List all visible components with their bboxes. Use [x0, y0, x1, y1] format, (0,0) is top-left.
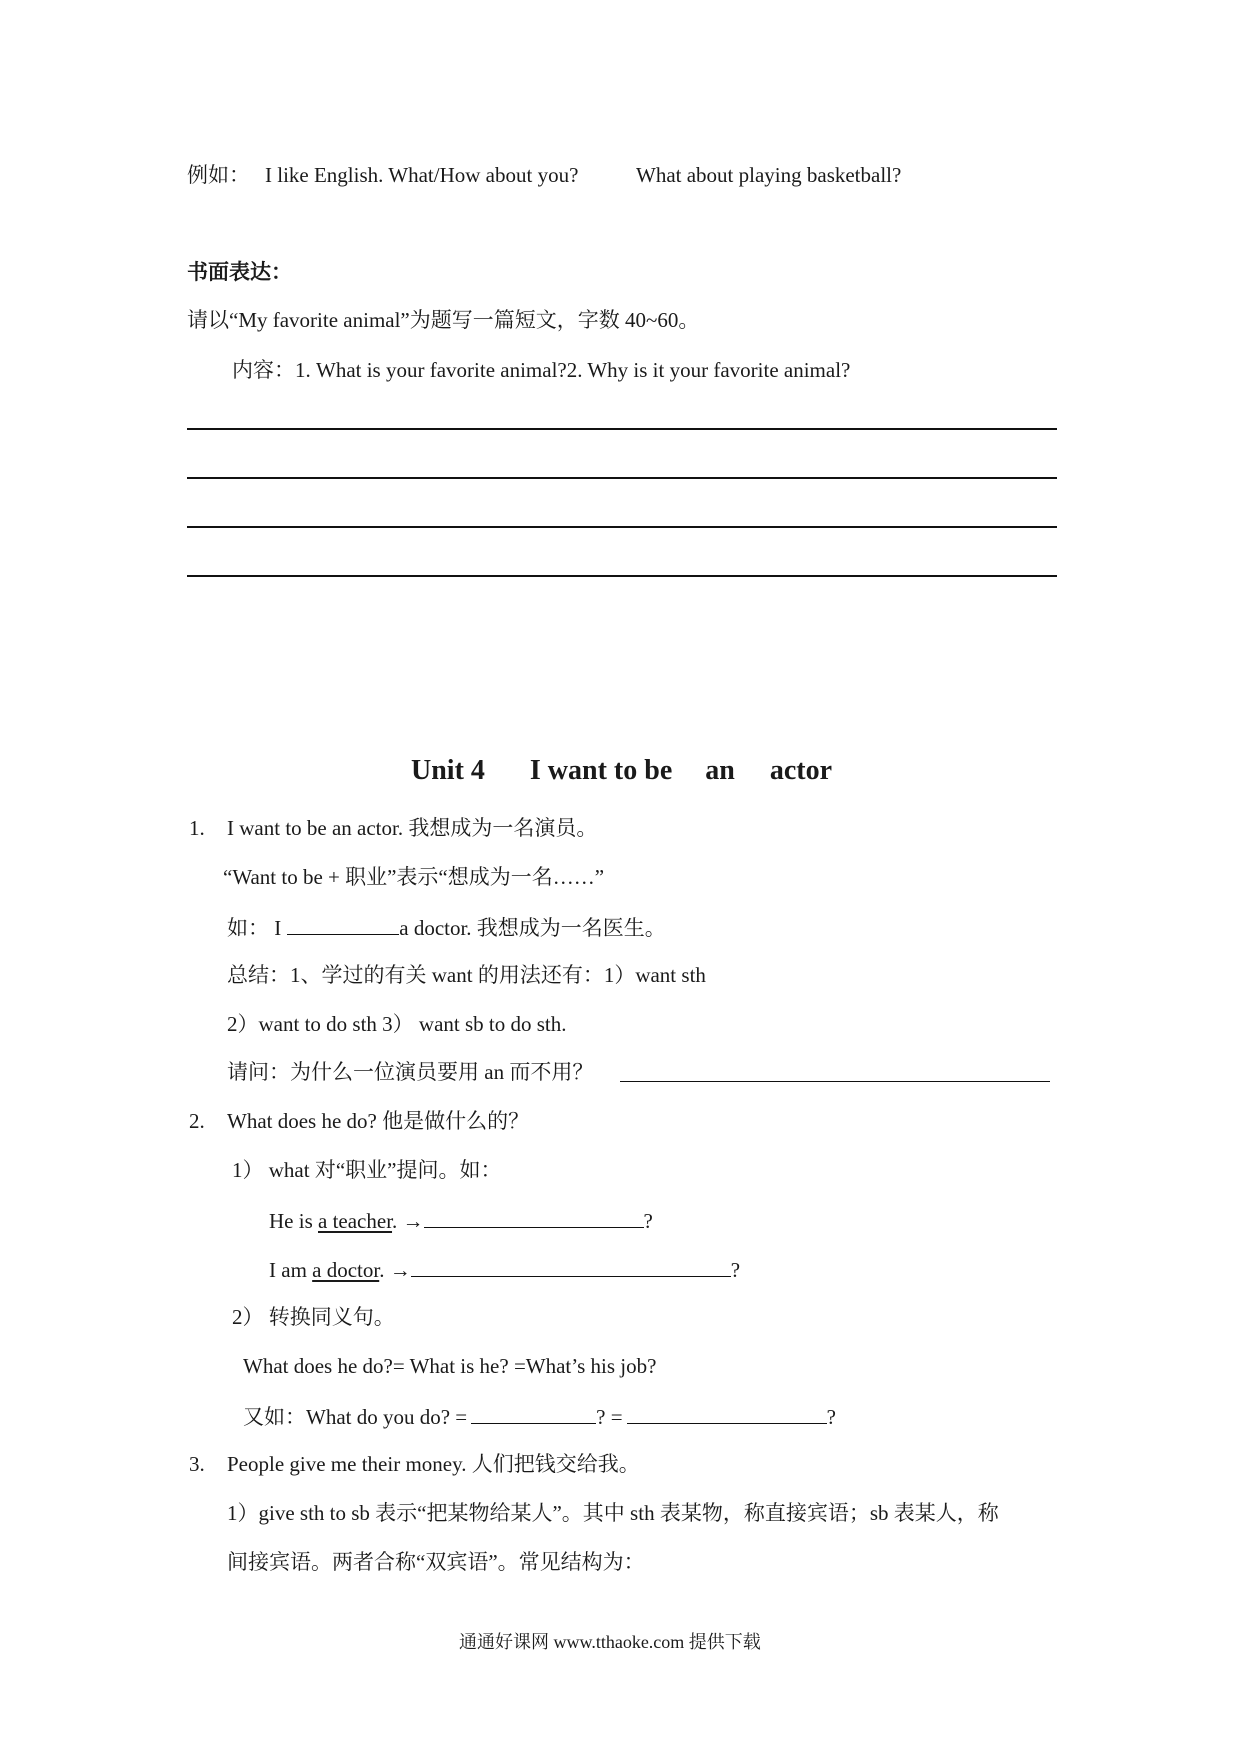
writing-line-3[interactable]	[187, 526, 1057, 528]
item-2-also-blank-1[interactable]	[471, 1405, 596, 1424]
item-1-summary-2: 2）want to do sth 3） want sb to do sth.	[227, 1012, 567, 1036]
item-2-example-1-post: . →	[392, 1209, 424, 1233]
item-2-example-1	[269, 1209, 653, 1232]
item-2-example-1-underlined: a teacher	[318, 1209, 393, 1233]
writing-line-2[interactable]	[187, 477, 1057, 479]
unit-title-part-3: actor	[769, 755, 833, 786]
item-2-example-2-end: ?	[730, 1258, 741, 1282]
item-3-number: 3.	[189, 1452, 205, 1476]
item-3-line-2: 间接宾语。两者合称“双宾语”。常见结构为：	[227, 1550, 645, 1574]
item-2-example-2-blank[interactable]	[411, 1258, 731, 1277]
item-1-example-suffix: a doctor. 我想成为一名医生。	[399, 916, 666, 940]
item-1-answer-blank[interactable]	[287, 916, 399, 935]
item-2-also-blank-2[interactable]	[627, 1405, 827, 1424]
writing-heading: 书面表达：	[187, 260, 292, 284]
item-1-summary: 总结：1、学过的有关 want 的用法还有：1）want sth	[227, 963, 706, 987]
item-1-question-blank[interactable]	[620, 1081, 1050, 1082]
page-footer: 通通好课网 www.tthaoke.com 提供下载	[459, 1632, 761, 1652]
item-2-also-mid: ? =	[596, 1405, 623, 1429]
item-2-example-1-end: ?	[643, 1209, 653, 1233]
item-2-sentence: What does he do? 他是做什么的？	[227, 1109, 530, 1133]
writing-prompt: 请以“My favorite animal”为题写一篇短文，字数 40~60。	[187, 308, 700, 332]
item-1-example	[227, 916, 666, 939]
item-2-also-end: ?	[826, 1405, 836, 1429]
item-1-question: 请问：为什么一位演员要用 an 而不用？	[227, 1060, 594, 1084]
item-2-sub-2: 2） 转换同义句。	[232, 1305, 395, 1329]
unit-title-part-2: an	[705, 755, 735, 786]
item-2-example-2-pre: I am	[269, 1258, 313, 1282]
item-2-synonym: What does he do?= What is he? =What’s his job?	[243, 1354, 657, 1378]
item-3-sentence: People give me their money. 人们把钱交给我。	[227, 1452, 640, 1476]
item-3-line-1: 1）give sth to sb 表示“把某物给某人”。其中 sth 表某物，称直接宾语；sb 表某人，称	[227, 1501, 999, 1525]
item-1-example-prefix: 如： I	[227, 916, 282, 940]
item-1-number: 1.	[189, 816, 205, 840]
example-text-1: I like English. What/How about you?	[265, 163, 579, 187]
item-2-example-1-pre: He is	[269, 1209, 318, 1233]
example-text-2: What about playing basketball?	[636, 163, 902, 187]
unit-number: Unit 4	[411, 755, 485, 786]
writing-line-1[interactable]	[187, 428, 1057, 430]
writing-content: 内容：1. What is your favorite animal?2. Why is it your favorite animal?	[232, 358, 851, 382]
item-1-sentence: I want to be an actor. 我想成为一名演员。	[227, 816, 598, 840]
example-prefix: 例如：	[187, 163, 250, 187]
item-1-note: “Want to be + 职业”表示“想成为一名……”	[223, 865, 605, 889]
item-2-also	[243, 1405, 836, 1428]
item-2-number: 2.	[189, 1109, 205, 1133]
item-2-sub-1: 1） what 对“职业”提问。如：	[232, 1158, 502, 1182]
item-2-example-1-blank[interactable]	[424, 1209, 644, 1228]
item-2-also-prefix: 又如：What do you do? =	[243, 1405, 468, 1429]
item-2-example-2-post: . →	[379, 1258, 411, 1282]
writing-line-4[interactable]	[187, 575, 1057, 577]
unit-title-part-1: I want to be	[529, 755, 673, 786]
item-2-example-2-underlined: a doctor	[312, 1258, 380, 1282]
item-2-example-2	[269, 1258, 740, 1281]
unit-title	[411, 757, 832, 785]
